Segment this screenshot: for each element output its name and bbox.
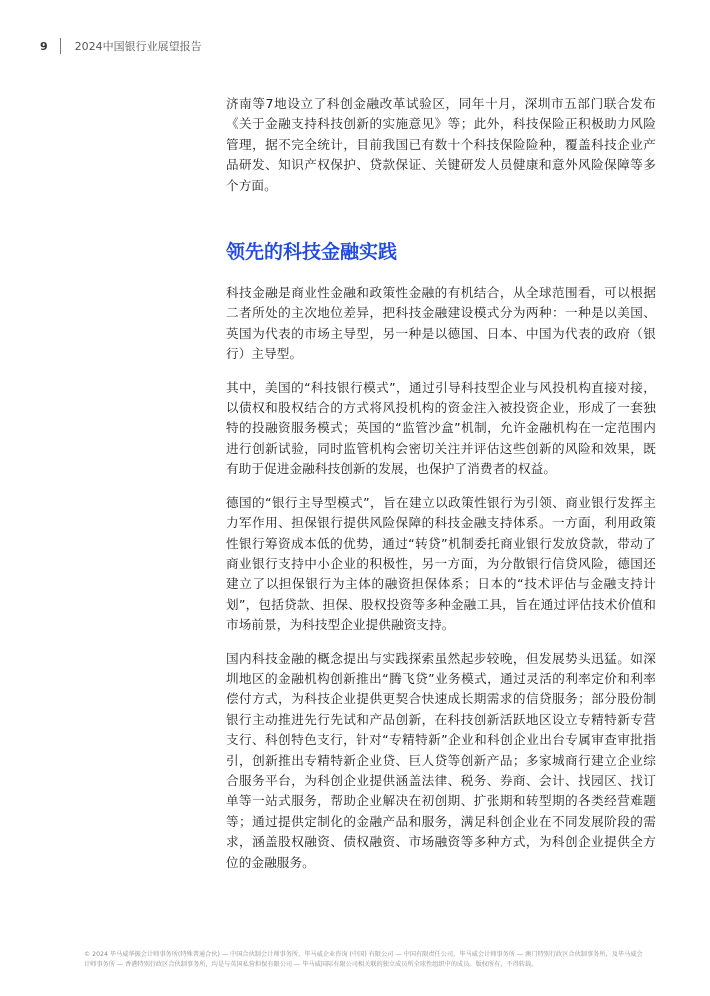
- main-content: [226, 94, 656, 886]
- header-divider: [60, 38, 61, 54]
- page-number: 9: [40, 39, 48, 53]
- section-heading: 领先的科技金融实践: [226, 241, 398, 264]
- body-paragraph-3: 德国的“银行主导型模式”，旨在建立以政策性银行为引领、商业银行发挥主力军作用、担保银行提供风险保障的科技金融支持体系。一方面，利用政策性银行筹资成本低的优势，通过“转贷”机制委托商业银行发放贷款，带动了商业银行支持中小企业的积极性，另一方面，为分散银行信贷风险，德国还建立了以担保银行为主体的融资担保体系；日本的“技术评估与金融支持计划”，包括贷款、担保、股权投资等多种金融工具，旨在通过评估技术价值和市场前景，为科技型企业提供融资支持。: [226, 494, 656, 633]
- report-title: 2024中国银行业展望报告: [74, 40, 202, 53]
- body-paragraph-4: 国内科技金融的概念提出与实践探索虽然起步较晚，但发展势头迅猛。如深圳地区的金融机构创新推出“腾飞贷”业务模式，通过灵活的利率定价和利率偿付方式，为科技企业提供更契合快速成长期需求的信贷服务；部分股份制银行主动推进先行先试和产品创新，在科技创新活跃地区设立专精特新专营支行、科创特色支行，针对“专精特新”企业和科创企业出台专属审查审批指引，创新推出专精特新企业贷、巨人贷等创新产品；多家城商行建立企业综合服务平台，为科创企业提供涵盖法律、税务、券商、会计、找园区、找订单等一站式服务，帮助企业解决在初创期、扩张期和转型期的各类经营难题等；通过提供定制化的金融产品和服务，满足科创企业在不同发展阶段的需求，涵盖股权融资、债权融资、市场融资等多种方式，为科创企业提供全方位的金融服务。: [226, 650, 656, 870]
- body-paragraph-1: 科技金融是商业性金融和政策性金融的有机结合，从全球范围看，可以根据二者所处的主次地位差异，把科技金融建设模式分为两种：一种是以美国、英国为代表的市场主导型，另一种是以德国、日本、中国为代表的政府（银行）主导型。: [226, 285, 656, 362]
- intro-paragraph: 济南等7地设立了科创金融改革试验区，同年十月，深圳市五部门联合发布《关于金融支持科技创新的实施意见》等；此外，科技保险正积极助力风险管理，据不完全统计，目前我国已有数十个科技保险险种，覆盖科技企业产品研发、知识产权保护、贷款保证、关键研发人员健康和意外风险保障等多个方面。: [226, 96, 656, 193]
- body-paragraph-2: 其中，美国的“科技银行模式”，通过引导科技型企业与风投机构直接对接，以债权和股权结合的方式将风投机构的资金注入被投资企业，形成了一套独特的投融资服务模式；英国的“监管沙盒”机制，允许金融机构在一定范围内进行创新试验，同时监管机构会密切关注并评估这些创新的风险和效果，既有助于促进金融科技创新的发展，也保护了消费者的权益。: [226, 379, 656, 477]
- page-header: [40, 36, 202, 56]
- footer-disclaimer: © 2024 毕马威华振会计师事务所(特殊普通合伙) — 中国合伙制会计师事务所，毕马威企业咨询 (中国) 有限公司 — 中国有限责任公司，毕马威会计师事务所 — 澳门特别行政区合伙制事务所，及毕马威会计师事务所 — 香港特别行政区合伙制事务所，均是与英国私营担保有限公司 — 毕马威国际有限公司相关联的独立成员所全球性组织中的成员。版权所有，不得转载。: [84, 951, 643, 968]
